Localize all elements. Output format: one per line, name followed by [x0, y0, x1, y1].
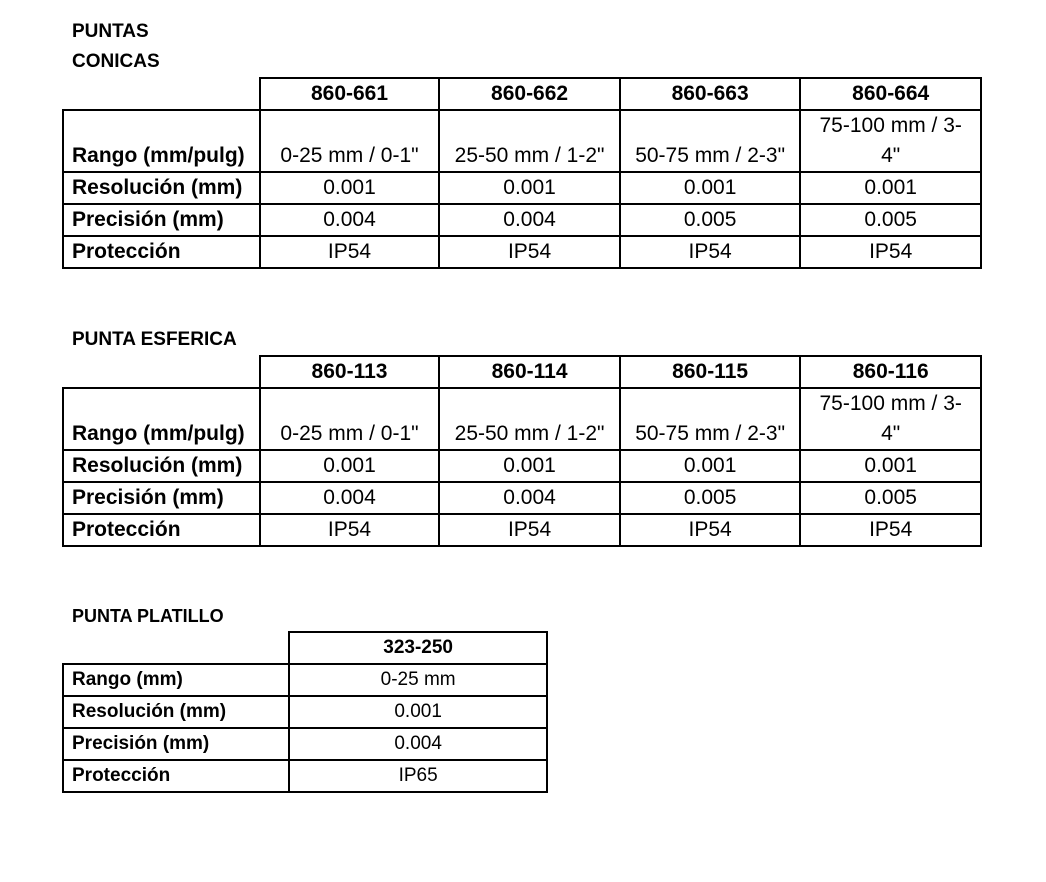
model-header: 860-115	[620, 356, 801, 388]
table-cell: 0.001	[439, 450, 620, 482]
model-header: 860-662	[439, 78, 620, 110]
section-title-line: PUNTA ESFERICA	[72, 329, 237, 350]
table-cell: 0.001	[260, 450, 440, 482]
row-label: Resolución (mm)	[63, 172, 260, 204]
row-label: Rango (mm/pulg)	[63, 388, 260, 450]
table-cell: 0.001	[289, 696, 547, 728]
row-label: Precisión (mm)	[63, 204, 260, 236]
table-row	[63, 204, 981, 236]
model-header: 860-114	[439, 356, 620, 388]
model-header: 323-250	[289, 632, 547, 664]
table-cell: 25-50 mm / 1-2"	[439, 110, 620, 172]
table-cell: 0.001	[800, 172, 981, 204]
table-cell: IP54	[620, 514, 801, 546]
model-header: 860-116	[800, 356, 981, 388]
table-cell: 0.001	[620, 450, 801, 482]
table-cell: IP54	[800, 514, 981, 546]
row-label: Protección	[63, 760, 289, 792]
table-cell: 0.001	[439, 172, 620, 204]
model-header: 860-663	[620, 78, 801, 110]
table-row	[63, 696, 547, 728]
table-row	[63, 760, 547, 792]
model-header: 860-661	[260, 78, 440, 110]
section-title-puntas-conicas	[72, 17, 160, 77]
spec-table-puntas-conicas	[62, 77, 982, 269]
table-row	[63, 514, 981, 546]
blank-cell	[63, 632, 289, 664]
table-cell: 75-100 mm / 3-4"	[800, 388, 981, 450]
table-row	[63, 728, 547, 760]
table-cell: 0.004	[439, 482, 620, 514]
table-cell: IP54	[439, 236, 620, 268]
row-label: Precisión (mm)	[63, 728, 289, 760]
table-cell: 0.001	[800, 450, 981, 482]
table-row	[63, 450, 981, 482]
table-cell: 0.004	[260, 482, 440, 514]
table-cell: IP54	[260, 514, 440, 546]
table-row	[63, 388, 981, 450]
table-row	[63, 482, 981, 514]
table-cell: 0-25 mm	[289, 664, 547, 696]
table-cell: IP54	[260, 236, 440, 268]
table-cell: 0.005	[620, 204, 801, 236]
table-cell: IP54	[439, 514, 620, 546]
table-cell: 50-75 mm / 2-3"	[620, 388, 801, 450]
table-cell: 0.001	[260, 172, 440, 204]
table-cell: 50-75 mm / 2-3"	[620, 110, 801, 172]
row-label: Protección	[63, 514, 260, 546]
table-cell: 0.005	[800, 482, 981, 514]
row-label: Resolución (mm)	[63, 696, 289, 728]
row-label: Rango (mm)	[63, 664, 289, 696]
table-cell: 0.004	[260, 204, 440, 236]
table-row	[63, 172, 981, 204]
spec-table-punta-esferica	[62, 355, 982, 547]
blank-cell	[63, 356, 260, 388]
table-cell: 75-100 mm / 3-4"	[800, 110, 981, 172]
table-row	[63, 664, 547, 696]
table-cell: IP65	[289, 760, 547, 792]
table-cell: 0.005	[800, 204, 981, 236]
table-cell: 0-25 mm / 0-1"	[260, 388, 440, 450]
spec-table-punta-platillo	[62, 631, 548, 793]
section-title-punta-platillo	[72, 601, 224, 631]
table-cell: 0.001	[620, 172, 801, 204]
row-label: Rango (mm/pulg)	[63, 110, 260, 172]
table-cell: 0.004	[439, 204, 620, 236]
table-cell: 0-25 mm / 0-1"	[260, 110, 440, 172]
model-header: 860-664	[800, 78, 981, 110]
table-cell: 0.004	[289, 728, 547, 760]
row-label: Precisión (mm)	[63, 482, 260, 514]
header-row	[63, 632, 547, 664]
table-cell: IP54	[620, 236, 801, 268]
section-title-line: PUNTA PLATILLO	[72, 606, 224, 626]
table-cell: IP54	[800, 236, 981, 268]
table-cell: 25-50 mm / 1-2"	[439, 388, 620, 450]
section-title-punta-esferica	[72, 325, 237, 355]
model-header: 860-113	[260, 356, 440, 388]
section-title-line: PUNTAS	[72, 21, 149, 42]
table-cell: 0.005	[620, 482, 801, 514]
header-row	[63, 356, 981, 388]
section-title-line: CONICAS	[72, 51, 160, 72]
header-row	[63, 78, 981, 110]
row-label: Protección	[63, 236, 260, 268]
row-label: Resolución (mm)	[63, 450, 260, 482]
table-row	[63, 110, 981, 172]
table-row	[63, 236, 981, 268]
blank-cell	[63, 78, 260, 110]
